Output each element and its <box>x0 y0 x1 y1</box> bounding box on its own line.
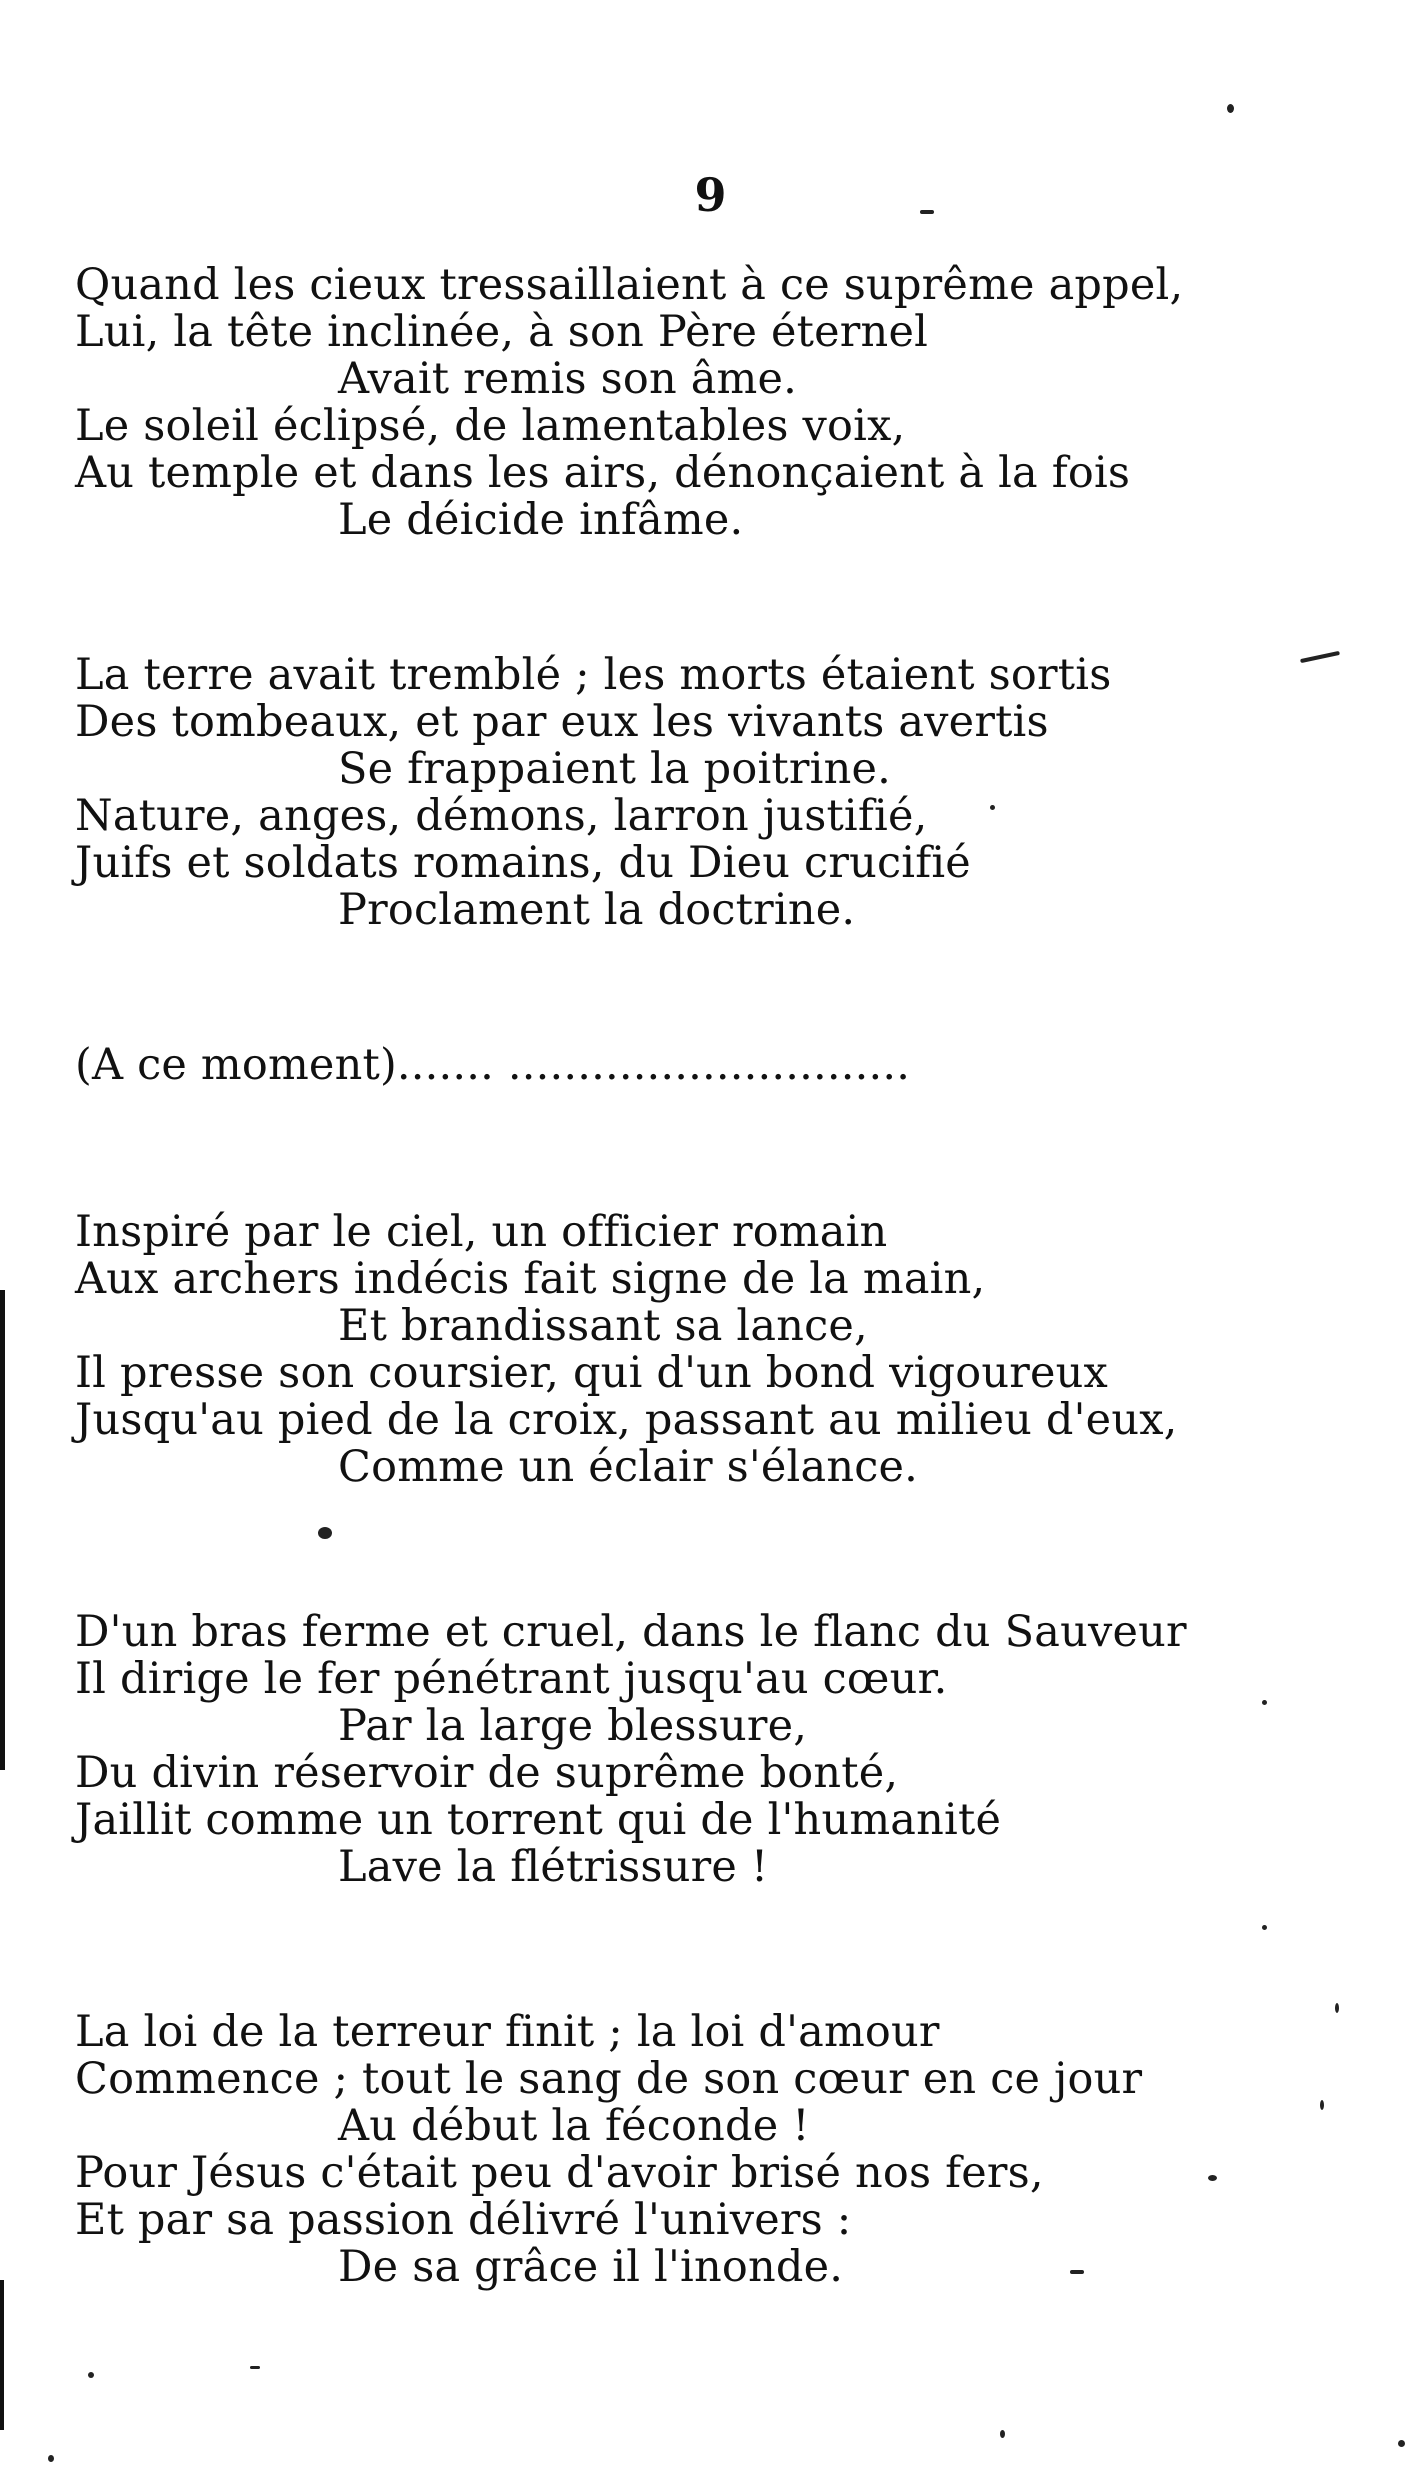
scan-speck <box>990 805 995 810</box>
verse-line: Lave la flétrissure ! <box>338 1842 769 1892</box>
verse-line: Pour Jésus c'était peu d'avoir brisé nos fers, <box>75 2148 1044 2198</box>
page-number: 9 <box>694 168 727 222</box>
verse-line: Et par sa passion délivré l'univers : <box>75 2195 852 2245</box>
verse-line: Il dirige le fer pénétrant jusqu'au cœur. <box>75 1654 948 1704</box>
stanza <box>75 1609 1375 1891</box>
scan-speck <box>1320 2100 1324 2110</box>
poem <box>75 262 1375 2291</box>
verse-line: Se frappaient la poitrine. <box>338 744 892 794</box>
verse-line: Le déicide infâme. <box>338 495 744 545</box>
stanza <box>75 262 1375 544</box>
verse-line: Nature, anges, démons, larron justifié, <box>75 791 928 841</box>
verse-line: Le soleil éclipsé, de lamentables voix, <box>75 401 906 451</box>
verse-line: Lui, la tête inclinée, à son Père éternel <box>75 307 929 357</box>
verse-line: Juifs et soldats romains, du Dieu crucifié <box>75 838 971 888</box>
stanza <box>75 2009 1375 2291</box>
verse-line: (A ce moment)....... ............................. <box>75 1040 911 1090</box>
verse-line: Au temple et dans les airs, dénonçaient à la fois <box>75 448 1131 498</box>
scan-speck <box>250 2366 260 2369</box>
verse-line: Il presse son coursier, qui d'un bond vigoureux <box>75 1348 1109 1398</box>
scan-speck <box>1335 2003 1339 2013</box>
scan-speck <box>48 2455 54 2462</box>
verse-line: Jusqu'au pied de la croix, passant au milieu d'eux, <box>75 1395 1178 1445</box>
verse-line: Jaillit comme un torrent qui de l'humanité <box>75 1795 1002 1845</box>
verse-line: Quand les cieux tressaillaient à ce suprême appel, <box>75 260 1184 310</box>
verse-line: De sa grâce il l'inonde. <box>338 2242 844 2292</box>
left-margin-edge <box>0 2280 4 2430</box>
scan-speck <box>1262 1700 1267 1705</box>
verse-line: Inspiré par le ciel, un officier romain <box>75 1207 888 1257</box>
stanza <box>75 652 1375 934</box>
verse-line: Par la large blessure, <box>338 1701 808 1751</box>
scan-speck <box>1000 2430 1005 2438</box>
stanza <box>75 1209 1375 1491</box>
verse-line: Aux archers indécis fait signe de la main, <box>75 1254 986 1304</box>
scan-speck <box>1208 2175 1217 2181</box>
verse-line: Et brandissant sa lance, <box>338 1301 868 1351</box>
verse-line: Au début la féconde ! <box>338 2101 810 2151</box>
scan-speck <box>88 2372 94 2378</box>
verse-line: La loi de la terreur finit ; la loi d'amour <box>75 2007 940 2057</box>
verse-line: Proclament la doctrine. <box>338 885 856 935</box>
scan-speck <box>920 210 934 214</box>
scan-speck <box>1227 104 1234 113</box>
verse-line: D'un bras ferme et cruel, dans le flanc du Sauveur <box>75 1607 1187 1657</box>
verse-line: Du divin réservoir de suprême bonté, <box>75 1748 899 1798</box>
scan-speck <box>318 1527 332 1539</box>
verse-line: La terre avait tremblé ; les morts étaient sortis <box>75 650 1112 700</box>
scan-speck <box>1398 2440 1405 2447</box>
scan-speck <box>1262 1925 1267 1930</box>
verse-line: Comme un éclair s'élance. <box>338 1442 919 1492</box>
verse-line: Des tombeaux, et par eux les vivants avertis <box>75 697 1049 747</box>
verse-line: Commence ; tout le sang de son cœur en ce jour <box>75 2054 1143 2104</box>
scan-speck <box>1070 2270 1084 2274</box>
stanza-placeholder <box>75 1042 1375 1089</box>
verse-line: Avait remis son âme. <box>338 354 798 404</box>
left-margin-edge <box>0 1290 5 1770</box>
